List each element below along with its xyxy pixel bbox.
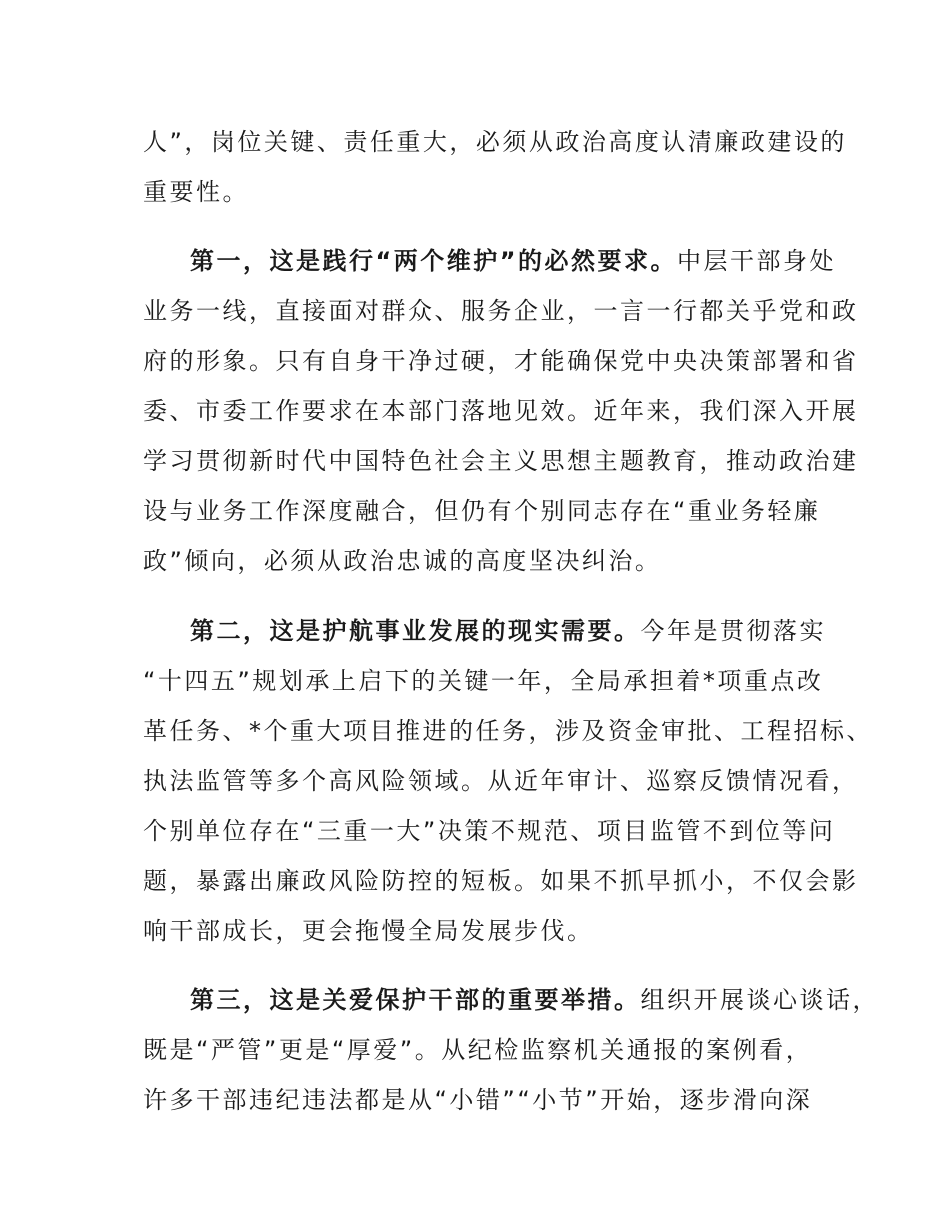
para2-line: 革任务、*个重大项目推进的任务，涉及资金审批、工程招标、 [143, 717, 873, 745]
para2-first-line [190, 613, 890, 649]
para3-first-line [190, 982, 890, 1018]
para1-line: 设与业务工作深度融合，但仍有个别同志存在“重业务轻廉 [143, 497, 821, 525]
para1-first-line [190, 243, 890, 279]
para2-line: 题，暴露出廉政风险防控的短板。如果不抓早抓小，不仅会影 [143, 867, 859, 895]
para2-line: 响干部成长，更会拖慢全局发展步伐。 [143, 917, 594, 945]
para2-line: 执法监管等多个高风险领域。从近年审计、巡察反馈情况看， [143, 767, 859, 795]
para1-heading: 第一，这是践行“两个维护”的必然要求。 [190, 247, 678, 275]
para2-heading: 第二，这是护航事业发展的现实需要。 [190, 617, 641, 645]
para1-first-line-text: 中层干部身处 [677, 247, 837, 275]
para1-line: 学习贯彻新时代中国特色社会主义思想主题教育，推动政治建 [143, 447, 859, 475]
para1-line: 业务一线，直接面对群众、服务企业，一言一行都关乎党和政 [143, 297, 859, 325]
para2-first-line-text: 今年是贯彻落实 [640, 617, 826, 645]
para2-line: 个别单位存在“三重一大”决策不规范、项目监管不到位等问 [143, 817, 836, 845]
para3-heading: 第三，这是关爱保护干部的重要举措。 [190, 986, 641, 1014]
para1-line: 府的形象。只有自身干净过硬，才能确保党中央决策部署和省 [143, 347, 859, 375]
para3-first-line-text: 组织开展谈心谈话， [640, 986, 879, 1014]
intro-line-1: 人”，岗位关键、责任重大，必须从政治高度认清廉政建设的 [143, 128, 847, 156]
para3-line: 许多干部违纪违法都是从“小错”“小节”开始，逐步滑向深 [143, 1086, 813, 1114]
intro-line-2: 重要性。 [143, 178, 249, 206]
para2-line: “十四五”规划承上启下的关键一年，全局承担着*项重点改 [143, 667, 824, 695]
para1-line: 委、市委工作要求在本部门落地见效。近年来，我们深入开展 [143, 397, 859, 425]
para1-line: 政”倾向，必须从政治忠诚的高度坚决纠治。 [143, 547, 662, 575]
para3-line: 既是“严管”更是“厚爱”。从纪检监察机关通报的案例看， [143, 1036, 813, 1064]
